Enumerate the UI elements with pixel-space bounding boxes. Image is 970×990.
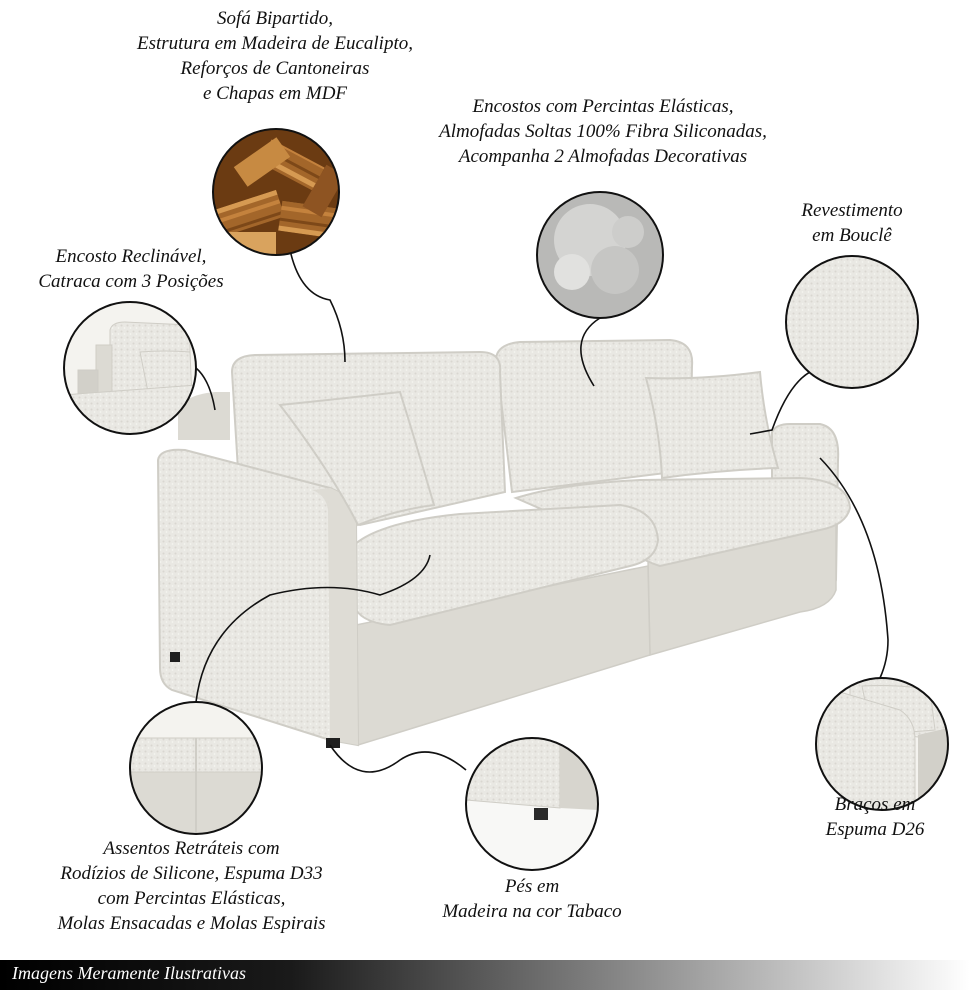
callout-backrest: Encostos com Percintas Elásticas, Almofadas Soltas 100% Fibra Siliconadas, Acompanha 2 Almofadas Decorativas	[439, 96, 767, 167]
foot-front-left	[326, 738, 340, 748]
footer-banner	[0, 960, 970, 990]
callout-seats: Assentos Retráteis com Rodízios de Silicone, Espuma D33 com Percintas Elásticas, Molas Ensacadas e Molas Espirais	[57, 838, 326, 934]
wood-detail-circle	[209, 128, 345, 258]
footer-disclaimer: Imagens Meramente Ilustrativas	[12, 963, 246, 983]
decor-pillow-right	[646, 372, 778, 478]
callout-structure: Sofá Bipartido, Estrutura em Madeira de Eucalipto, Reforços de Cantoneiras e Chapas em MDF	[137, 8, 413, 104]
reclining-detail-circle	[64, 302, 196, 434]
callout-arms: Braços em Espuma D26	[825, 794, 925, 840]
foot-wood	[534, 808, 548, 820]
sofa	[158, 340, 850, 748]
callout-upholstery: Revestimento em Bouclê	[801, 200, 903, 246]
callout-feet: Pés em Madeira na cor Tabaco	[442, 876, 622, 922]
fiber-detail-circle	[537, 192, 663, 318]
arm-detail-circle	[816, 670, 948, 810]
seat-detail-circle	[130, 702, 262, 834]
boucle-detail-circle	[786, 256, 918, 388]
feet-detail-circle	[466, 738, 598, 870]
callout-reclining: Encosto Reclinável, Catraca com 3 Posições	[38, 246, 224, 292]
